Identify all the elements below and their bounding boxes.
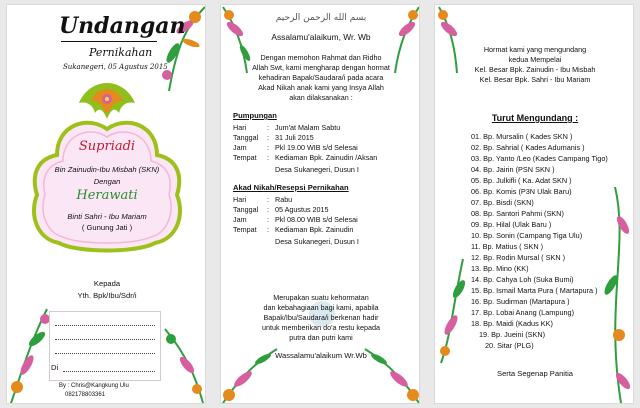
row-colon: : bbox=[267, 195, 269, 204]
header-line: Hormat kami yang mengundang bbox=[483, 45, 587, 54]
intro-line: Akad Nikah anak kami yang Insya Allah bbox=[258, 83, 384, 92]
phone-text: 082178803361 bbox=[65, 392, 106, 398]
row-value: 31 Juli 2015 bbox=[275, 133, 314, 142]
row-value: Kediaman Bpk. Zainudin /Aksan bbox=[275, 153, 378, 162]
guest-list-heading: Turut Mengundang : bbox=[491, 113, 579, 123]
guest-item: 08. Bp. Santori Pahmi (SKN) bbox=[471, 209, 564, 218]
recipient-line[interactable] bbox=[55, 339, 155, 340]
farewell: Wassalamu'alaikum Wr.Wb bbox=[275, 351, 367, 360]
akad-address: Desa Sukanegeri, Dusun I bbox=[275, 237, 359, 246]
guest-item: 09. Bp. Hilal (Ulak Baru ) bbox=[471, 220, 552, 229]
pumpungan-address: Desa Sukanegeri, Dusun I bbox=[275, 165, 359, 174]
guest-item: 12. Bp. Rodin Mursal ( SKN ) bbox=[471, 253, 566, 262]
guest-item: 07. Bp. Bisdi (SKN) bbox=[471, 198, 534, 207]
address-line[interactable] bbox=[63, 371, 155, 372]
guest-item: 19. Bp. Jueini (SKN) bbox=[479, 330, 546, 339]
closing-committee: Serta Segenap Panitia bbox=[497, 369, 573, 378]
guest-item: 05. Bp. Julkifli ( Ka. Adat SKN ) bbox=[471, 176, 572, 185]
row-colon: : bbox=[267, 205, 269, 214]
guest-item: 18. Bp. Maidi (Kadus KK) bbox=[471, 319, 553, 328]
row-label: Tempat bbox=[233, 153, 257, 162]
row-label: Hari bbox=[233, 195, 247, 204]
guest-item: 17. Bp. Lobai Anang (Lampung) bbox=[471, 308, 575, 317]
row-colon: : bbox=[267, 123, 269, 132]
credit-text: By : Chris@Kangkung Ulu bbox=[59, 383, 129, 389]
guest-item: 03. Bp. Yanto /Leo (Kades Campang Tigo) bbox=[471, 154, 608, 163]
di-label: Di bbox=[51, 363, 59, 372]
intro-line: Dengan memohon Rahmat dan Ridho bbox=[260, 53, 382, 62]
header-line: Kel. Besar Bpk. Zainudin - Ibu Misbah bbox=[474, 65, 596, 74]
pumpungan-heading: Pumpungan bbox=[233, 111, 277, 120]
intro-line: kehadiran Bapak/Saudara/i pada acara bbox=[258, 73, 384, 82]
row-label: Tempat bbox=[233, 225, 257, 234]
bride-origin: ( Gunung Jati ) bbox=[81, 223, 133, 232]
floral-corner-ornament bbox=[361, 335, 420, 404]
header-line: Kel. Besar Bpk. Sahri - Ibu Mariam bbox=[479, 75, 591, 84]
row-label: Tanggal bbox=[233, 133, 259, 142]
closing-line: dan kebahagiaan bagi kami, apabila bbox=[263, 303, 379, 312]
row-value: Rabu bbox=[275, 195, 293, 204]
guest-item: 04. Bp. Jairin (PSN SKN ) bbox=[471, 165, 555, 174]
row-colon: : bbox=[267, 133, 269, 142]
row-label: Hari bbox=[233, 123, 247, 132]
guest-item: 20. Sitar (PLG) bbox=[485, 341, 534, 350]
row-colon: : bbox=[267, 143, 269, 152]
row-colon: : bbox=[267, 153, 269, 162]
guest-item: 14. Bp. Cahya Loh (Suka Bumi) bbox=[471, 275, 574, 284]
intro-line: akan dilaksanakan : bbox=[289, 93, 353, 102]
guest-item: 01. Bp. Mursalin ( Kades SKN ) bbox=[471, 132, 573, 141]
floral-corner-ornament bbox=[221, 335, 281, 404]
to-label: Kepada bbox=[93, 279, 121, 288]
bride-parents: Binti Sahri - Ibu Mariam bbox=[67, 212, 147, 221]
row-value: Pkl 08.00 WIB s/d Selesai bbox=[275, 215, 358, 224]
groom-name: Supriadi bbox=[78, 139, 136, 154]
invitation-panel bbox=[220, 4, 420, 404]
greeting: Assalamu'alaikum, Wr. Wb bbox=[271, 32, 371, 42]
closing-line: putra dan putri kami bbox=[289, 333, 353, 342]
guest-item: 06. Bp. Komis (P3N Ulak Baru) bbox=[471, 187, 572, 196]
row-value: Pkl 19.00 WIB s/d Selesai bbox=[275, 143, 358, 152]
row-label: Tanggal bbox=[233, 205, 259, 214]
recipient-line[interactable] bbox=[55, 325, 155, 326]
guest-item: 10. Bp. Sonin (Campang Tiga Ulu) bbox=[471, 231, 583, 240]
row-value: Jum'at Malam Sabtu bbox=[275, 123, 341, 132]
closing-line: Merupakan suatu kehormatan bbox=[273, 293, 369, 302]
akad-heading: Akad Nikah/Resepsi Pernikahan bbox=[233, 183, 349, 192]
row-value: 05 Agustus 2015 bbox=[275, 205, 329, 214]
guest-item: 16. Bp. Sudirman (Martapura ) bbox=[471, 297, 570, 306]
guest-item: 15. Bp. Ismail Marta Pura ( Martapura ) bbox=[471, 286, 598, 295]
row-colon: : bbox=[267, 215, 269, 224]
cover-subtitle: Pernikahan bbox=[89, 46, 153, 59]
row-colon: : bbox=[267, 225, 269, 234]
bride-name: Herawati bbox=[76, 188, 138, 203]
with-label: Dengan bbox=[93, 177, 121, 186]
floral-vine-ornament bbox=[435, 255, 475, 365]
intro-line: Allah Swt, kami mengharap dengan hormat bbox=[252, 63, 390, 72]
closing-line: untuk memberikan do'a restu kepada bbox=[261, 323, 381, 332]
title-underline bbox=[61, 41, 157, 42]
basmala: بسم الله الرحمن الرحيم bbox=[275, 13, 367, 23]
row-label: Jam bbox=[233, 215, 247, 224]
recipient-line[interactable] bbox=[55, 353, 155, 354]
groom-parents: Bin Zainudin-Ibu Misbah (SKN) bbox=[54, 165, 160, 174]
row-label: Jam bbox=[233, 143, 247, 152]
guest-list-panel bbox=[434, 4, 634, 404]
cover-title: Undangan bbox=[59, 13, 186, 39]
guest-item: 11. Bp. Matius ( SKN ) bbox=[471, 242, 544, 251]
row-value: Kediaman Bpk. Zainudin bbox=[275, 225, 354, 234]
floral-corner-ornament bbox=[157, 325, 206, 404]
header-line: kedua Mempelai bbox=[508, 55, 562, 64]
cover-panel bbox=[6, 4, 206, 404]
cover-date: Sukanegeri, 05 Agustus 2015 bbox=[63, 63, 168, 71]
guest-item: 02. Bp. Sahrial ( Kades Adumanis ) bbox=[471, 143, 585, 152]
closing-line: Bapak/Ibu/Saudara/i berkenan hadir bbox=[263, 313, 379, 322]
guest-item: 13. Bp. Mino (KK) bbox=[471, 264, 529, 273]
to-recipient: Yth. Bpk/Ibu/Sdr/i bbox=[77, 291, 137, 300]
